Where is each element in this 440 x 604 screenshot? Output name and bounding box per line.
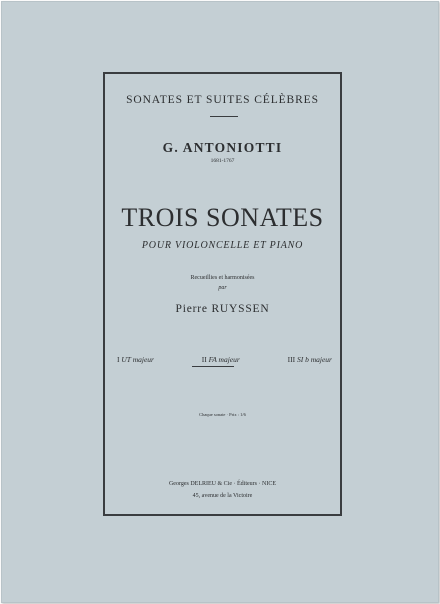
publisher-address: 45, avenue de la Victoire [192,493,253,499]
composer-name: G. ANTONIOTTI [162,140,283,155]
work-title: TROIS SONATES [121,203,324,232]
sonata-key: UT majeur [121,355,154,364]
sonata-key: FA majeur [208,355,240,364]
score-cover [1,1,439,603]
title-frame [103,72,342,516]
credit-par: par [218,285,227,291]
credit-line: Recueillies et harmonisées [190,275,255,281]
price-note: Chaque sonate · Prix : 1/6 [199,412,246,417]
composer-dates: 1681-1767 [210,158,235,164]
sonata-item-2 [202,355,240,364]
work-subtitle: POUR VIOLONCELLE ET PIANO [141,240,304,251]
sonata-key: SI b majeur [296,355,332,364]
editor-name: Pierre RUYSSEN [175,303,270,315]
series-divider [210,116,238,117]
sonata-list [117,355,332,364]
sonata-item-3 [288,355,332,364]
sonata-item-1 [117,355,154,364]
sonata-numeral: I [117,355,120,364]
sonata-numeral: II [201,355,207,364]
series-title: SONATES ET SUITES CÉLÈBRES [126,94,319,106]
selected-sonata-underline [192,366,234,367]
publisher-line: Georges DELRIEU & Cie · Éditeurs · NICE [168,481,277,487]
sonata-numeral: III [287,355,296,364]
